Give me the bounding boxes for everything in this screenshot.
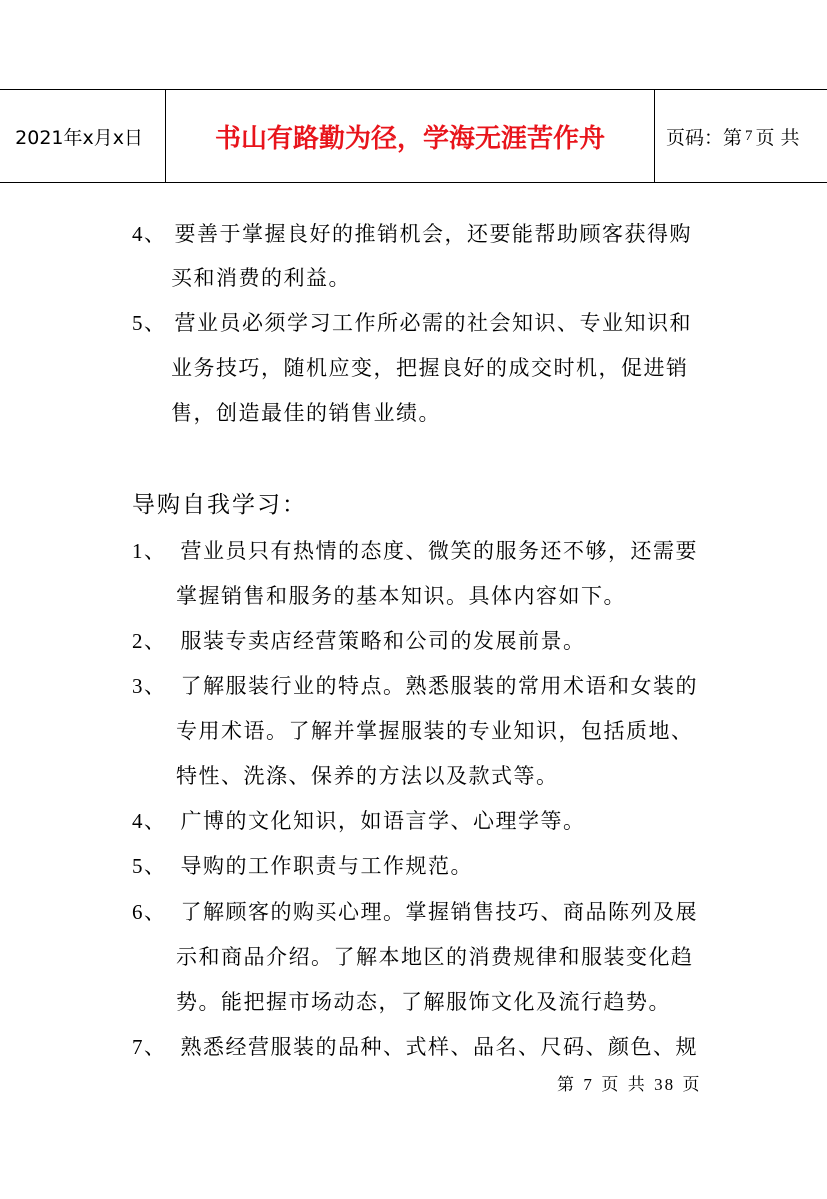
item-continuation: 专用术语。了解并掌握服装的专业知识，包括质地、 bbox=[176, 719, 694, 743]
list-item bbox=[132, 626, 586, 656]
header-page-suffix: 页 共 bbox=[755, 126, 800, 149]
list-item bbox=[132, 219, 692, 249]
item-number: 4、 bbox=[132, 222, 167, 246]
header-date-text: 2021年x月x日 bbox=[15, 126, 143, 149]
footer-prefix: 第 bbox=[557, 1075, 576, 1095]
header-motto bbox=[166, 90, 655, 182]
item-continuation: 售，创造最佳的销售业绩。 bbox=[171, 401, 441, 425]
item-text: 熟悉经营服装的品种、式样、品名、尺码、颜色、规 bbox=[180, 1035, 698, 1059]
item-continuation: 示和商品介绍。了解本地区的消费规律和服装变化趋 bbox=[176, 945, 694, 969]
item-text: 服装专卖店经营策略和公司的发展前景。 bbox=[180, 629, 586, 653]
header-date bbox=[0, 90, 166, 182]
item-continuation: 买和消费的利益。 bbox=[171, 266, 351, 290]
header-page-number bbox=[654, 90, 827, 182]
section-heading: 导购自我学习： bbox=[132, 492, 307, 518]
item-continuation: 掌握销售和服务的基本知识。具体内容如下。 bbox=[176, 584, 626, 608]
item-text: 了解服装行业的特点。熟悉服装的常用术语和女装的 bbox=[180, 674, 698, 698]
item-text: 营业员必须学习工作所必需的社会知识、专业知识和 bbox=[174, 311, 692, 335]
header-page-value: 7 bbox=[745, 127, 753, 144]
list-item bbox=[132, 806, 586, 836]
item-text: 营业员只有热情的态度、微笑的服务还不够，还需要 bbox=[180, 539, 698, 563]
footer-page-number: 7 bbox=[583, 1075, 594, 1094]
item-number: 2、 bbox=[132, 629, 167, 653]
list-item bbox=[132, 308, 692, 338]
item-text: 导购的工作职责与工作规范。 bbox=[180, 854, 473, 878]
list-item bbox=[132, 1032, 698, 1062]
footer-middle: 页 共 bbox=[601, 1075, 647, 1095]
list-item bbox=[132, 851, 473, 881]
item-number: 6、 bbox=[132, 900, 167, 924]
item-number: 4、 bbox=[132, 809, 167, 833]
list-item bbox=[132, 671, 698, 701]
item-continuation: 业务技巧，随机应变，把握良好的成交时机，促进销 bbox=[171, 356, 689, 380]
item-number: 7、 bbox=[132, 1035, 167, 1059]
item-number: 5、 bbox=[132, 854, 167, 878]
item-continuation: 特性、洗涤、保养的方法以及款式等。 bbox=[176, 764, 559, 788]
header-page-prefix: 页码：第 bbox=[666, 126, 743, 149]
footer-suffix: 页 bbox=[682, 1075, 702, 1095]
item-text: 要善于掌握良好的推销机会，还要能帮助顾客获得购 bbox=[174, 222, 692, 246]
page-footer bbox=[557, 1073, 702, 1097]
footer-total-pages: 38 bbox=[654, 1075, 676, 1094]
item-number: 5、 bbox=[132, 311, 167, 335]
header-motto-text: 书山有路勤为径，学海无涯苦作舟 bbox=[214, 123, 605, 154]
item-text: 了解顾客的购买心理。掌握销售技巧、商品陈列及展 bbox=[180, 900, 698, 924]
list-item bbox=[132, 536, 698, 566]
item-number: 1、 bbox=[132, 539, 167, 563]
list-item bbox=[132, 897, 698, 927]
page-header bbox=[0, 89, 827, 183]
item-continuation: 势。能把握市场动态，了解服饰文化及流行趋势。 bbox=[176, 990, 671, 1014]
item-number: 3、 bbox=[132, 674, 167, 698]
item-text: 广博的文化知识，如语言学、心理学等。 bbox=[180, 809, 586, 833]
